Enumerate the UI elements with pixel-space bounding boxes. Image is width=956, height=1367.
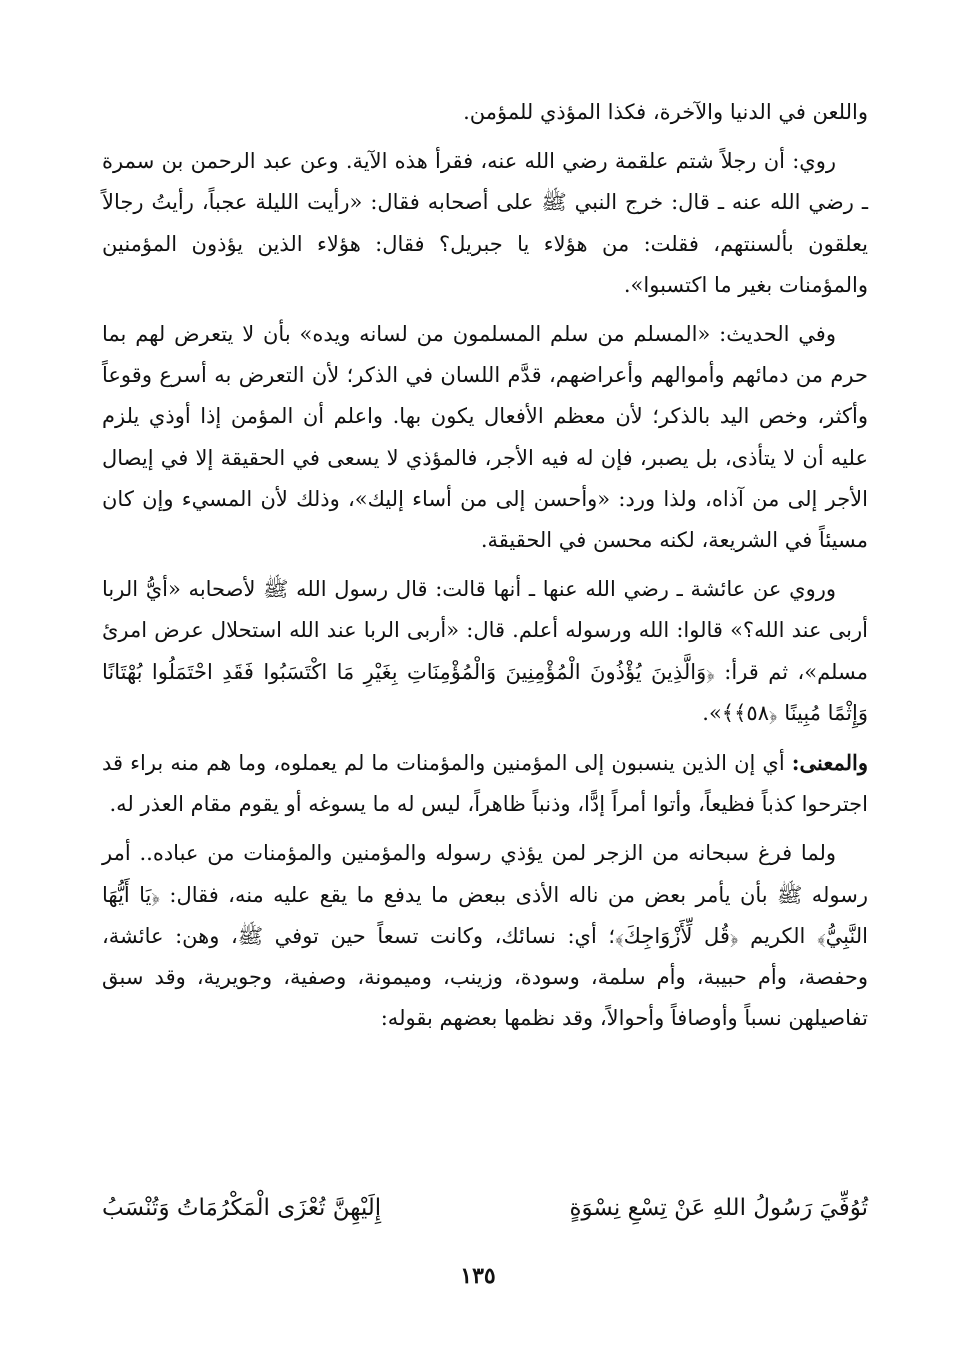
paragraph-6: ولما فرغ سبحانه من الزجر لمن يؤذي رسوله والمؤمنين والمؤمنات من عباده.. أمر رسوله ﷺ بأن يأمر بعض من ناله الأذى ببعض ما يدفع ما يقع عليه منه، فقال: ﴿يَا أَيُّهَا النَّبِيُّ﴾ الكريم ﴿قُل لِّأَزْوَاجِكَ﴾؛ أي: نسائك، وكانت تسعاً حين توفي ﷺ، وهن: عائشة، وحفصة، وأم حبيبة، وأم سلمة، وسودة، وزينب، وميمونة، وصفية، وجويرية، وقد سبق تفاصيلهن نسباً وأوصافاً وأحوالاً، وقد نظمها بعضهم بقوله: [102,841,868,1031]
paragraph-2: روي: أن رجلاً شتم علقمة رضي الله عنه، فقرأ هذه الآية. وعن عبد الرحمن بن سمرة ـ رضي الله عنه ـ قال: خرج النبي ﷺ على أصحابه فقال: «رأيت الليلة عجباً، رأيتُ رجالاً يعلقون بألسنتهم، فقلت: من هؤلاء يا جبريل؟ فقال: هؤلاء الذين يؤذون المؤمنين والمؤمنات بغير ما اكتسبوا». [102,149,868,297]
paragraph-5 [102,742,868,825]
verse-second-hemistich: إِلَيْهِنَّ تُعْزَى الْمَكْرُمَاتُ وَتُنْسَبُ [102,1195,382,1221]
paragraph-5-lead: والمعنى: [791,750,868,776]
poem-verse [102,1190,868,1226]
verse-first-hemistich: تُوُفِّيَ رَسُولُ اللهِ عَنْ تِسْعِ نِسْوَةٍ [569,1195,868,1221]
paragraph-4: وروي عن عائشة ـ رضي الله عنها ـ أنها قالت: قال رسول الله ﷺ لأصحابه «أيُّ الربا أربى عند الله؟» قالوا: الله ورسوله أعلم. قال: «أربى الربا عند الله استحلال عرض امرئ مسلم»، ثم قرأ: ﴿وَالَّذِينَ يُؤْذُونَ الْمُؤْمِنِينَ وَالْمُؤْمِنَاتِ بِغَيْرِ مَا اكْتَسَبُوا فَقَدِ احْتَمَلُوا بُهْتَانًا وَإِثْمًا مُبِينًا ﴿٥٨﴾﴾». [102,577,868,725]
main-text [102,92,868,1047]
paragraph-3: وفي الحديث: «المسلم من سلم المسلمون من لسانه ويده» بأن لا يتعرض لهم بما حرم من دمائهم وأموالهم وأعراضهم، قدَّم اللسان في الذكر؛ لأن التعرض به أسرع وقوعاً وأكثر، وخص اليد بالذكر؛ لأن معظم الأفعال يكون بها. واعلم أن المؤمن إذا أوذي يلزم عليه أن لا يتأذى، بل يصبر، فإن له فيه الأجر، فالمؤذي لا يسعى في الحقيقة إلا في إيصال الأجر إلى من آذاه، ولذا ورد: «وأحسن إلى من أساء إليك»، وذلك لأن المسيء وإن كان مسيئاً في الشريعة، لكنه محسن في الحقيقة. [102,322,868,553]
paragraph-1: واللعن في الدنيا والآخرة، فكذا المؤذي للمؤمن. [463,100,868,124]
paragraph-5-body: أي إن الذين ينسبون إلى المؤمنين والمؤمنات ما لم يعملوه، وما هم منه براء قد اجترحوا كذباً فظيعاً، وأتوا أمراً إدًّا، وذنباً ظاهراً، ليس له ما يسوغه أو يقوم مقام العذر له. [102,751,868,817]
page-number: ١٣٥ [460,1263,496,1289]
